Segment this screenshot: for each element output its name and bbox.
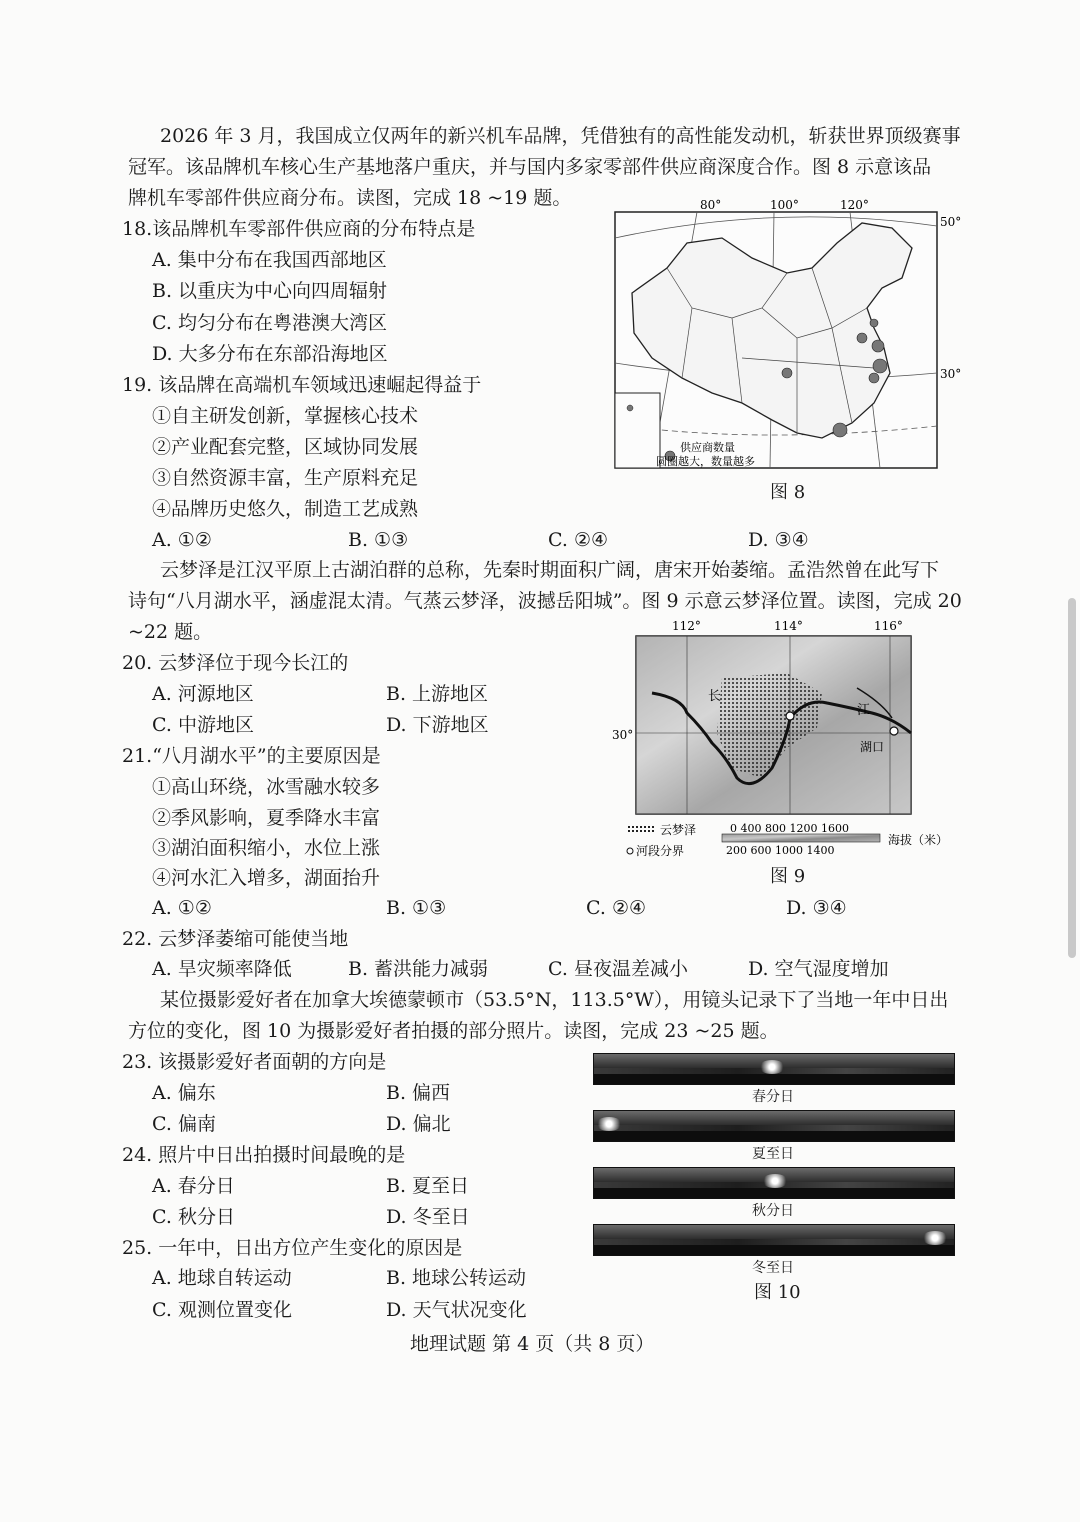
q18-option-c[interactable]: C. 均匀分布在粤港澳大湾区	[152, 312, 387, 334]
q20-option-d[interactable]: D. 下游地区	[386, 714, 489, 736]
map-label-hukou: 湖口	[860, 740, 885, 754]
china-map	[612, 198, 962, 478]
q25-option-d[interactable]: D. 天气状况变化	[386, 1299, 527, 1321]
intro2-line2: 诗句“八月湖水平，涵虚混太清。气蒸云梦泽，波撼岳阳城”。图 9 示意云梦泽位置。读图，完成 20	[128, 590, 962, 612]
elevation-scale-top: 0 400 800 1200 1600	[730, 822, 849, 835]
fig9-legend-yunmengze: 云梦泽	[660, 823, 697, 837]
question-24-stem: 24. 照片中日出拍摄时间最晚的是	[122, 1144, 406, 1166]
intro2-line1: 云梦泽是江汉平原上古湖泊群的总称，先秦时期面积广阔，唐宋开始萎缩。孟浩然曾在此写下	[160, 559, 940, 581]
q24-option-b[interactable]: B. 夏至日	[386, 1175, 470, 1197]
q23-option-c[interactable]: C. 偏南	[152, 1113, 216, 1135]
q21-statement-2: ②季风影响，夏季降水丰富	[152, 807, 381, 829]
scrollbar[interactable]	[1068, 598, 1076, 958]
q20-option-a[interactable]: A. 河源地区	[152, 683, 254, 705]
q21-statement-3: ③湖泊面积缩小，水位上涨	[152, 837, 381, 859]
q22-option-a[interactable]: A. 旱灾频率降低	[152, 958, 292, 980]
q18-option-a[interactable]: A. 集中分布在我国西部地区	[152, 249, 387, 271]
question-25-stem: 25. 一年中，日出方位产生变化的原因是	[122, 1237, 463, 1259]
q19-statement-4: ④品牌历史悠久，制造工艺成熟	[152, 498, 419, 520]
q19-statement-2: ②产业配套完整，区域协同发展	[152, 436, 419, 458]
q23-option-b[interactable]: B. 偏西	[386, 1082, 451, 1104]
q19-statement-1: ①自主研发创新，掌握核心技术	[152, 405, 419, 427]
q22-option-c[interactable]: C. 昼夜温差减小	[548, 958, 688, 980]
q25-option-b[interactable]: B. 地球公转运动	[386, 1267, 527, 1289]
intro2-line3: ~22 题。	[128, 621, 213, 643]
elevation-scale-bottom: 200 600 1000 1400	[726, 844, 835, 857]
map-label-chang: 长	[708, 689, 722, 704]
q20-option-c[interactable]: C. 中游地区	[152, 714, 254, 736]
q25-option-a[interactable]: A. 地球自转运动	[152, 1267, 292, 1289]
photo-label-autumn-equinox: 秋分日	[752, 1203, 794, 1219]
figure-9-map	[612, 618, 967, 863]
lon-label-80: 80°	[700, 198, 722, 212]
q21-option-d[interactable]: D. ③④	[786, 897, 847, 919]
lon-label-114: 114°	[774, 619, 803, 633]
q19-option-c[interactable]: C. ②④	[548, 529, 609, 551]
q20-option-b[interactable]: B. 上游地区	[386, 683, 489, 705]
photo-label-winter-solstice: 冬至日	[752, 1260, 794, 1276]
yunmengze-map	[612, 618, 967, 863]
q22-option-b[interactable]: B. 蓄洪能力减弱	[348, 958, 489, 980]
intro1-line2: 冠军。该品牌机车核心生产基地落户重庆，并与国内多家零部件供应商深度合作。图 8 示意该品	[128, 156, 932, 178]
intro1-line1: 2026 年 3 月，我国成立仅两年的新兴机车品牌，凭借独有的高性能发动机，斩获世界顶级赛事	[160, 125, 961, 147]
q21-statement-4: ④河水汇入增多，湖面抬升	[152, 867, 381, 889]
intro1-line3: 牌机车零部件供应商分布。读图，完成 18 ~19 题。	[128, 187, 572, 209]
fig8-legend-title: 供应商数量	[680, 441, 735, 454]
question-23-stem: 23. 该摄影爱好者面朝的方向是	[122, 1051, 387, 1073]
lon-label-112: 112°	[672, 619, 701, 633]
elevation-label: 海拔（米）	[888, 833, 949, 847]
question-22-stem: 22. 云梦泽萎缩可能使当地	[122, 928, 349, 950]
question-18-stem: 18.该品牌机车零部件供应商的分布特点是	[122, 218, 476, 240]
fig8-legend-note: 圆圈越大，数量越多	[656, 455, 755, 468]
photo-summer-solstice	[593, 1110, 955, 1142]
lon-label-120: 120°	[840, 198, 869, 212]
figure-8-caption: 图 8	[770, 482, 806, 503]
q21-statement-1: ①高山环绕，冰雪融水较多	[152, 776, 381, 798]
q22-option-d[interactable]: D. 空气湿度增加	[748, 958, 889, 980]
q24-option-a[interactable]: A. 春分日	[152, 1175, 235, 1197]
q21-option-b[interactable]: B. ①③	[386, 897, 447, 919]
photo-label-summer-solstice: 夏至日	[752, 1146, 794, 1162]
question-19-stem: 19. 该品牌在高端机车领域迅速崛起得益于	[122, 374, 482, 396]
q18-option-d[interactable]: D. 大多分布在东部沿海地区	[152, 343, 388, 365]
lat-label-30: 30°	[612, 728, 634, 742]
lat-label-30: 30°	[940, 367, 962, 381]
map-label-jiang: 江	[857, 703, 871, 718]
photo-winter-solstice	[593, 1224, 955, 1256]
photo-autumn-equinox	[593, 1167, 955, 1199]
figure-10-caption: 图 10	[754, 1282, 801, 1303]
lon-label-100: 100°	[770, 198, 799, 212]
question-21-stem: 21.“八月湖水平”的主要原因是	[122, 745, 381, 767]
intro3-line2: 方位的变化，图 10 为摄影爱好者拍摄的部分照片。读图，完成 23 ~25 题。	[128, 1020, 779, 1042]
q21-option-a[interactable]: A. ①②	[152, 897, 212, 919]
q19-statement-3: ③自然资源丰富，生产原料充足	[152, 467, 419, 489]
q19-option-b[interactable]: B. ①③	[348, 529, 409, 551]
q24-option-c[interactable]: C. 秋分日	[152, 1206, 235, 1228]
q23-option-d[interactable]: D. 偏北	[386, 1113, 451, 1135]
fig9-legend-boundary: 河段分界	[636, 844, 685, 858]
question-20-stem: 20. 云梦泽位于现今长江的	[122, 652, 349, 674]
photo-spring-equinox	[593, 1053, 955, 1085]
lat-label-50: 50°	[940, 215, 962, 229]
intro3-line1: 某位摄影爱好者在加拿大埃德蒙顿市（53.5°N，113.5°W），用镜头记录下了当地一年中日出	[160, 989, 949, 1011]
q23-option-a[interactable]: A. 偏东	[152, 1082, 216, 1104]
page-footer: 地理试题 第 4 页（共 8 页）	[410, 1333, 655, 1355]
figure-9-caption: 图 9	[770, 866, 806, 887]
q24-option-d[interactable]: D. 冬至日	[386, 1206, 470, 1228]
photo-label-spring-equinox: 春分日	[752, 1089, 794, 1105]
q19-option-a[interactable]: A. ①②	[152, 529, 212, 551]
q21-option-c[interactable]: C. ②④	[586, 897, 647, 919]
lon-label-116: 116°	[874, 619, 903, 633]
q25-option-c[interactable]: C. 观测位置变化	[152, 1299, 292, 1321]
q19-option-d[interactable]: D. ③④	[748, 529, 809, 551]
figure-8-map	[612, 198, 962, 478]
q18-option-b[interactable]: B. 以重庆为中心向四周辐射	[152, 280, 388, 302]
